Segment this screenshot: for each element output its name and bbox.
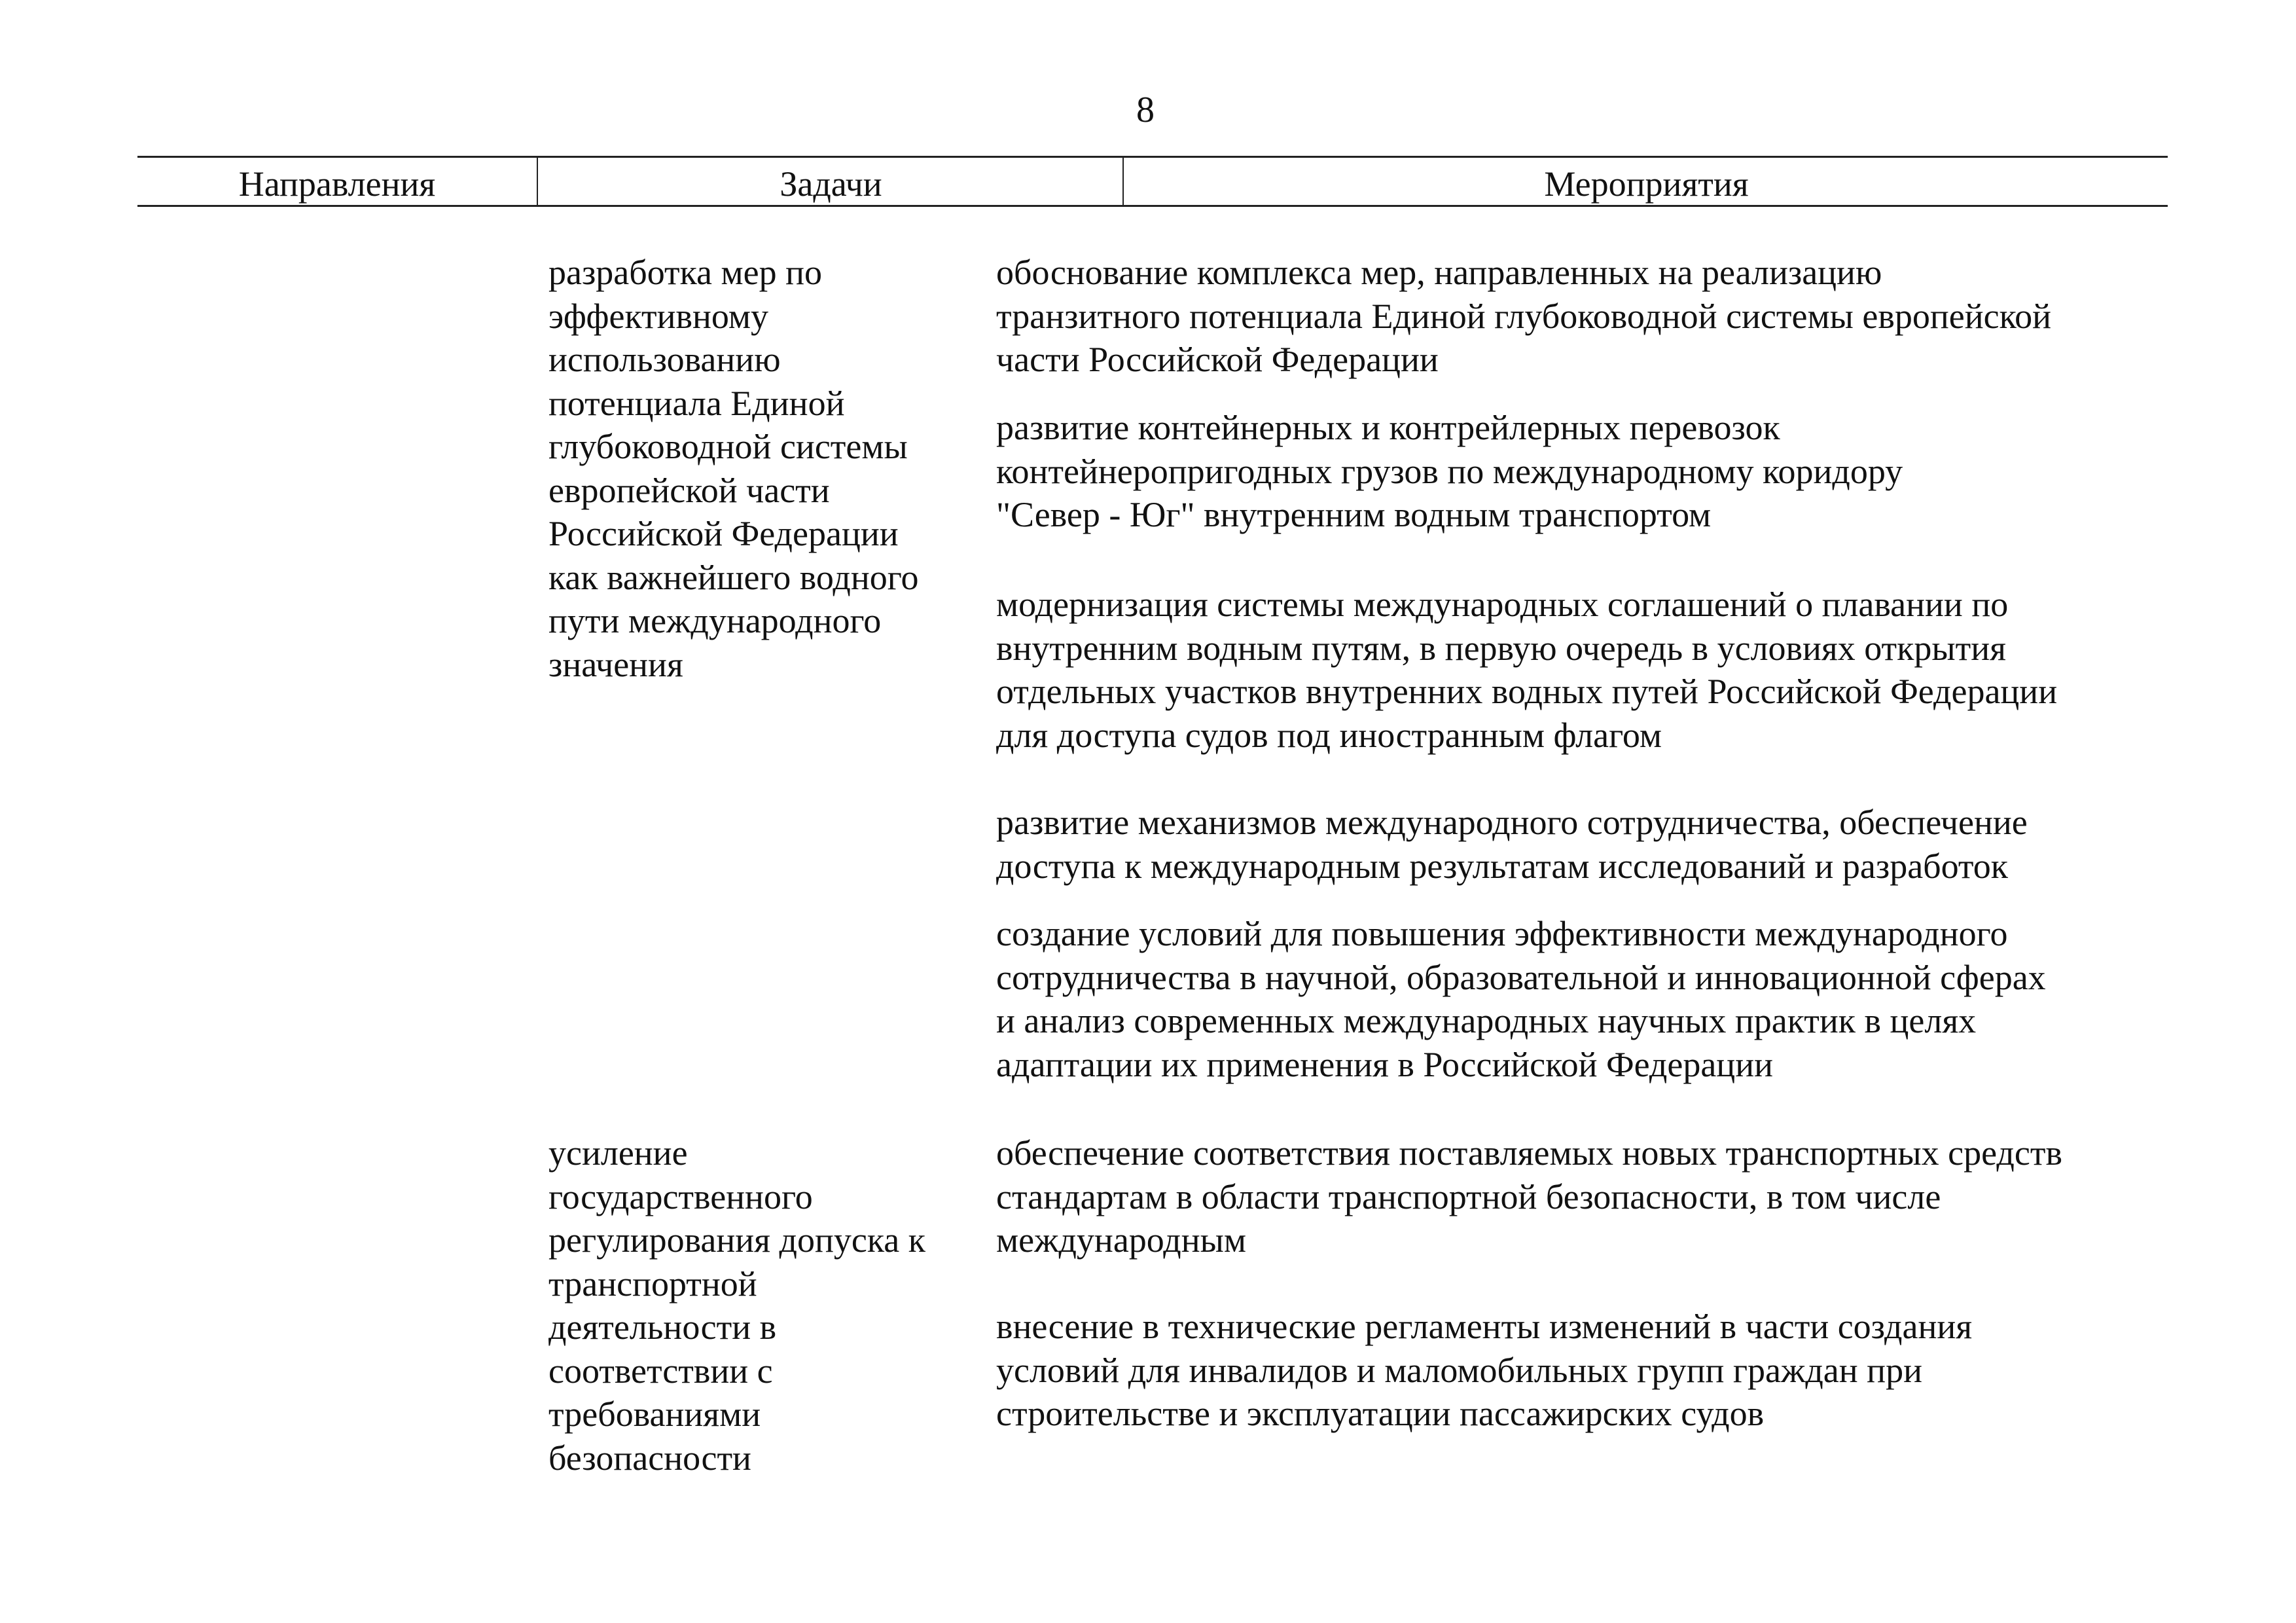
header-directions: Направления — [238, 164, 436, 204]
measure-1-1: обоснование комплекса мер, направленных на реализацию транзитного потенциала Единой глубоководной системы европейской части Российской Федерации — [996, 253, 2052, 379]
measure-1-5: создание условий для повышения эффективности международного сотрудничества в научной, образовательной и инновационной сферах и анализ современных международных научных практик в целях адаптации их применения в Российской Федерации — [996, 914, 2046, 1084]
header-measures: Мероприятия — [1122, 158, 2169, 205]
page-number: 8 — [1136, 90, 1155, 130]
measure-2-2: внесение в технические регламенты изменений в части создания условий для инвалидов и маломобильных групп граждан при строительстве и эксплуатации пассажирских судов — [996, 1307, 1973, 1433]
measure-1-4: развитие механизмов международного сотрудничества, обеспечение доступа к международным результатам исследований и разработок — [996, 803, 2028, 886]
measure-1-3: модернизация системы международных соглашений о плавании по внутренним водным путям, в первую очередь в условиях открытия отдельных участков внутренних водных путей Российской Федерации для доступа судов под иностранным флагом — [996, 585, 2058, 755]
table-header — [137, 156, 2168, 207]
measure-2-1: обеспечение соответствия поставляемых новых транспортных средств стандартам в области транспортной безопасности, в том числе международным — [996, 1133, 2062, 1260]
task-2: усиление государственного регулирования допуска к транспортной деятельности в соответствии с требованиями безопасности — [548, 1133, 925, 1478]
header-tasks: Задачи — [537, 158, 1124, 205]
measure-1-2: развитие контейнерных и контрейлерных перевозок контейнеропригодных грузов по международному коридору "Север - Юг" внутренним водным транспортом — [996, 408, 1903, 534]
task-1: разработка мер по эффективному использованию потенциала Единой глубоководной системы европейской части Российской Федерации как важнейшего водного пути международного значения — [548, 253, 919, 684]
